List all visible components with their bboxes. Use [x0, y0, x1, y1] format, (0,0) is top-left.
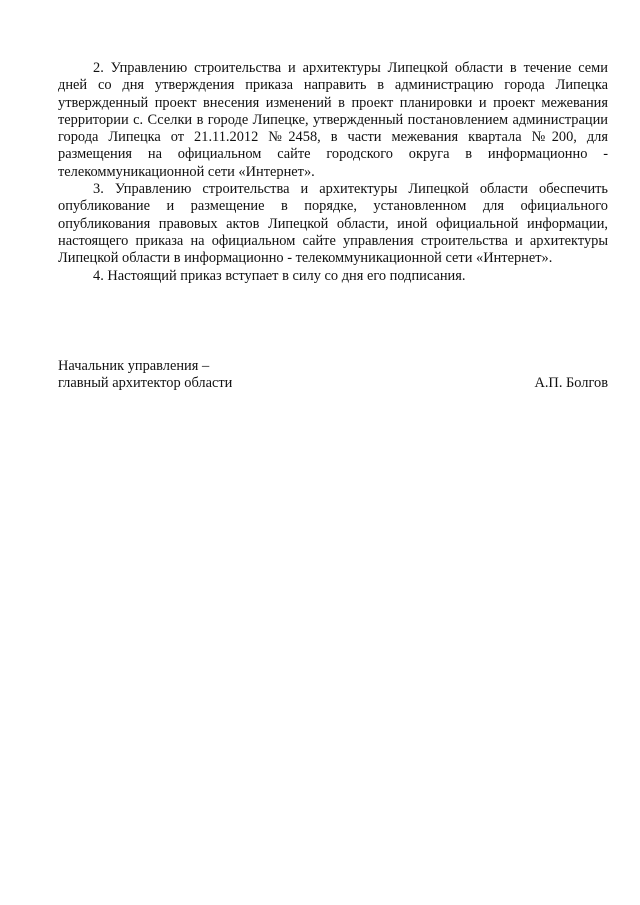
- signature-block: [58, 358, 608, 393]
- paragraph-2: 2. Управлению строительства и архитектуры Липецкой области в течение семи дней со дня утверждения приказа направить в администрацию города Липецка утвержденный проект внесения изменений в проект планировки и проект межевания территории с. Сселки в городе Липецке, утвержденный постановлением администрации города Липецка от 21.11.2012 №2458, в части межевания квартала №200, для размещения на официальном сайте городского округа в информационно - телекоммуникационной сети «Интернет».: [58, 60, 608, 180]
- signatory-position-line2: главный архитектор области: [58, 375, 233, 392]
- signature-row: [58, 375, 608, 392]
- paragraph-4: 4. Настоящий приказ вступает в силу со дня его подписания.: [93, 267, 466, 284]
- signatory-position-line1: Начальник управления –: [58, 358, 210, 374]
- signatory-name: А.П. Болгов: [534, 375, 608, 392]
- document-body: [58, 60, 608, 285]
- paragraph-3: 3. Управлению строительства и архитектуры Липецкой области обеспечить опубликование и размещение в порядке, установленном для официального опубликования правовых актов Липецкой области, иной официальной информации, настоящего приказа на официальном сайте управления строительства и архитектуры Липецкой области в информационно - телекоммуникационной сети «Интернет».: [58, 181, 608, 267]
